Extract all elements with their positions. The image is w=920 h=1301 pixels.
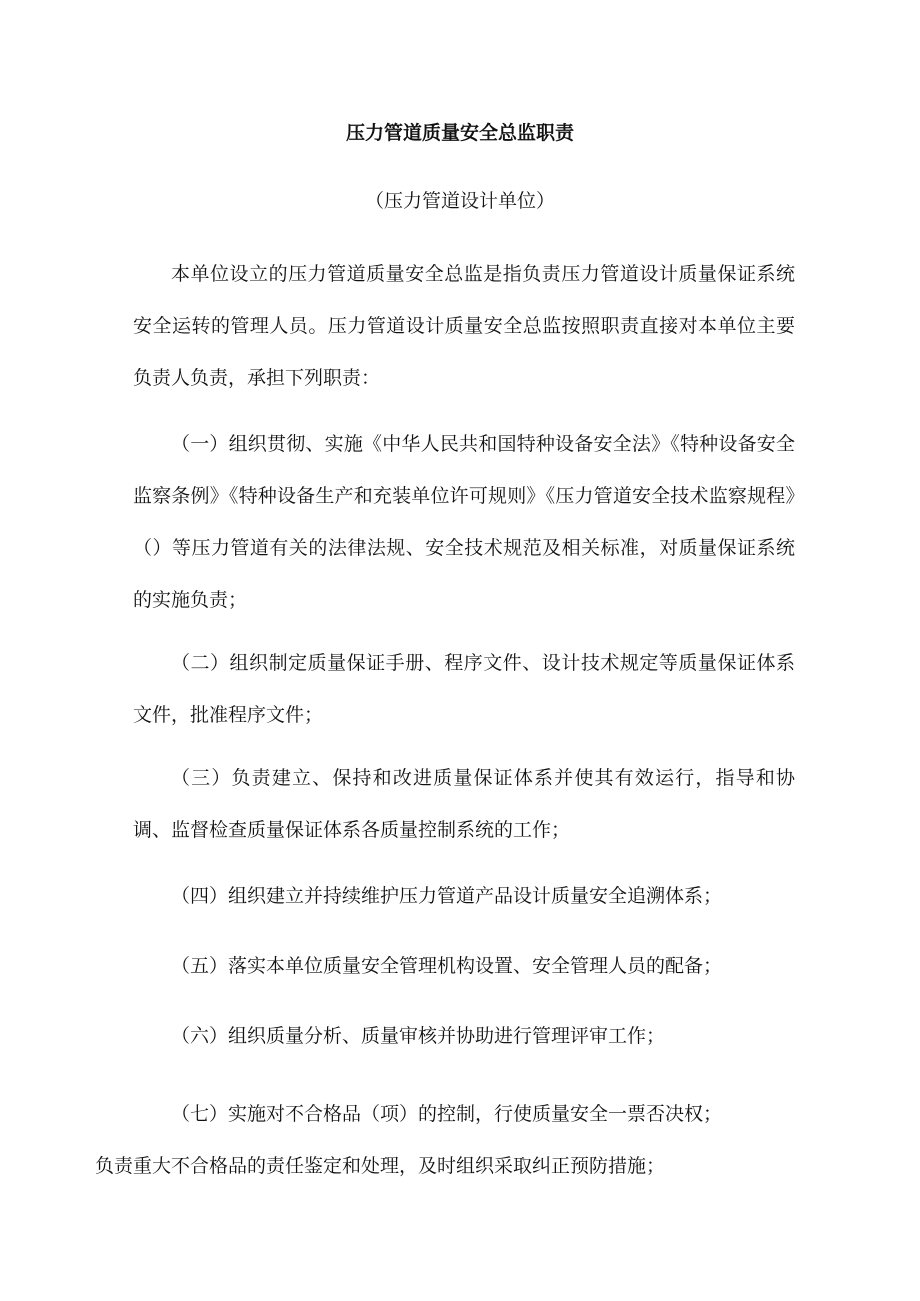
intro-paragraph: 本单位设立的压力管道质量安全总监是指负责压力管道设计质量保证系统安全运转的管理人员。压力管道设计质量安全总监按照职责直接对本单位主要负责人负责，承担下列职责： xyxy=(133,263,795,389)
document-subtitle: （压力管道设计单位） xyxy=(364,190,555,212)
duty-item-5: （五）落实本单位质量安全管理机构设置、安全管理人员的配备； xyxy=(171,955,723,977)
duty-item-4: （四）组织建立并持续维护压力管道产品设计质量安全追溯体系； xyxy=(171,885,723,907)
document-title: 压力管道质量安全总监职责 xyxy=(345,122,574,144)
duty-item-7-line-2: 负责重大不合格品的责任鉴定和处理，及时组织采取纠正预防措施； xyxy=(95,1155,666,1177)
duty-item-3: （三）负责建立、保持和改进质量保证体系并使其有效运行，指导和协调、监督检查质量保证体系各质量控制系统的工作； xyxy=(133,767,795,841)
duty-item-2: （二）组织制定质量保证手册、程序文件、设计技术规定等质量保证体系文件，批准程序文件； xyxy=(133,652,795,726)
duty-item-1: （一）组织贯彻、实施《中华人民共和国特种设备安全法》《特种设备安全监察条例》《特种设备生产和充装单位许可规则》《压力管道安全技术监察规程》（）等压力管道有关的法律法规、安全技术规范及相关标准，对质量保证系统的实施负责； xyxy=(133,433,795,611)
duty-item-7-line-1: （七）实施对不合格品（项）的控制，行使质量安全一票否决权； xyxy=(171,1103,723,1125)
duty-item-7 xyxy=(95,1088,795,1192)
duty-item-6: （六）组织质量分析、质量审核并协助进行管理评审工作； xyxy=(171,1025,666,1047)
